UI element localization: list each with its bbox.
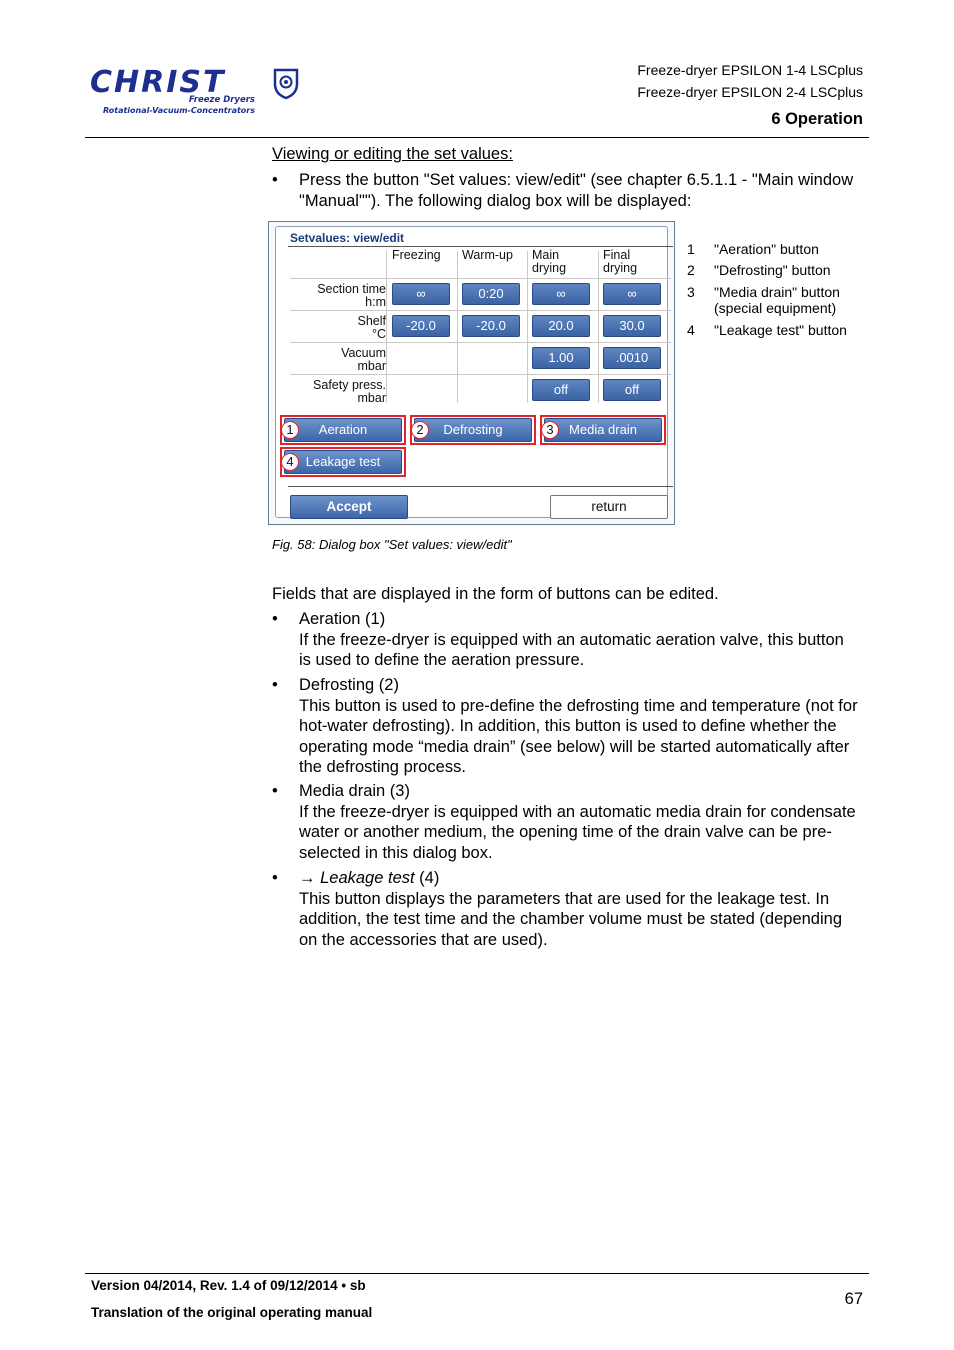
- grid-line: [598, 251, 599, 403]
- item-text: If the freeze-dryer is equipped with an automatic aeration valve, this button is used to define the aeration pressure.: [299, 630, 844, 669]
- footer-version: Version 04/2014, Rev. 1.4 of 09/12/2014 • sb: [91, 1278, 366, 1293]
- value-button[interactable]: -20.0: [462, 315, 520, 337]
- legend-text: "Leakage test" button: [714, 322, 847, 338]
- row-label-section-time: Section time h:m: [317, 282, 386, 309]
- legend-number: 3: [687, 284, 695, 300]
- header-model-1: Freeze-dryer EPSILON 1-4 LSCplus: [637, 62, 863, 78]
- item-title: → Leakage test (4): [299, 869, 440, 887]
- col-header-warmup: Warm-up: [462, 248, 513, 262]
- grid-line: [527, 251, 528, 403]
- col-header-final-drying: Final drying: [603, 248, 638, 275]
- logo-spiral-icon: [275, 70, 297, 98]
- item-title: Defrosting (2): [299, 676, 399, 694]
- item-text: This button displays the parameters that are used for the leakage test. In addition, the test time and the chamber volume must be stated (depending on the accessories that are used).: [299, 889, 842, 949]
- figure-caption: Fig. 58: Dialog box "Set values: view/edit": [272, 537, 512, 552]
- list-item-leakage-test: [299, 868, 859, 950]
- set-values-dialog: [268, 221, 675, 525]
- footer-divider: [85, 1273, 869, 1274]
- bullet-marker: •: [272, 171, 278, 189]
- list-item-aeration: [299, 609, 859, 671]
- legend-number: 2: [687, 262, 695, 278]
- header-divider: [85, 137, 869, 138]
- value-button[interactable]: ∞: [392, 283, 450, 305]
- intro-instruction: Press the button "Set values: view/edit" (see chapter 6.5.1.1 - "Main window "Manual""). The following dialog box will be displayed:: [299, 171, 854, 210]
- row-label-vacuum: Vacuum mbar: [341, 346, 386, 373]
- fields-intro: Fields that are displayed in the form of buttons can be edited.: [272, 585, 719, 603]
- section-subtitle: Viewing or editing the set values:: [272, 145, 513, 163]
- value-button[interactable]: 30.0: [603, 315, 661, 337]
- item-title: Aeration (1): [299, 610, 386, 628]
- grid-line: [290, 310, 671, 311]
- value-button[interactable]: off: [603, 379, 661, 401]
- value-button[interactable]: 1.00: [532, 347, 590, 369]
- legend-text: "Aeration" button: [714, 241, 819, 257]
- callout-number: 2: [411, 421, 429, 439]
- return-button[interactable]: return: [550, 495, 668, 519]
- row-label-safety-press: Safety press. mbar: [313, 378, 386, 405]
- value-button[interactable]: .0010: [603, 347, 661, 369]
- aeration-button[interactable]: Aeration: [284, 418, 402, 442]
- bullet-marker: •: [272, 782, 278, 800]
- grid-line: [290, 278, 671, 279]
- item-text: If the freeze-dryer is equipped with an automatic media drain for condensate water or another medium, the opening time of the drain valve can be pre-selected in this dialog box.: [299, 802, 856, 862]
- value-button[interactable]: 0:20: [462, 283, 520, 305]
- legend-number: 1: [687, 241, 695, 257]
- callout-number: 3: [541, 421, 559, 439]
- defrosting-button[interactable]: Defrosting: [414, 418, 532, 442]
- media-drain-button[interactable]: Media drain: [544, 418, 662, 442]
- value-button[interactable]: ∞: [532, 283, 590, 305]
- callout-number: 1: [281, 421, 299, 439]
- dialog-title: Setvalues: view/edit: [290, 231, 405, 245]
- value-button[interactable]: 20.0: [532, 315, 590, 337]
- bullet-marker: •: [272, 676, 278, 694]
- list-item-defrosting: [299, 675, 859, 778]
- value-button[interactable]: off: [532, 379, 590, 401]
- logo-wordmark: CHRIST: [90, 65, 226, 100]
- grid-line: [457, 251, 458, 403]
- grid-line: [290, 342, 671, 343]
- logo-tagline-1: Freeze Dryers: [188, 95, 255, 105]
- legend-text: "Media drain" button (special equipment): [714, 284, 840, 316]
- item-text: This button is used to pre-define the defrosting time and temperature (not for hot-water defrosting). In addition, this button is used to define whether the operating mode “media drain” (see below) will be started automatically after the defrosting process.: [299, 696, 858, 776]
- header-model-2: Freeze-dryer EPSILON 2-4 LSCplus: [637, 84, 863, 100]
- grid-line: [386, 251, 387, 403]
- col-header-main-drying: Main drying: [532, 248, 567, 275]
- item-title: Media drain (3): [299, 782, 410, 800]
- callout-number: 4: [281, 453, 299, 471]
- dialog-footer-divider: [288, 486, 673, 487]
- footer-translation-note: Translation of the original operating manual: [91, 1305, 373, 1320]
- dialog-title-divider: [288, 246, 673, 247]
- legend-text: "Defrosting" button: [714, 262, 831, 278]
- page-number: 67: [844, 1290, 863, 1308]
- leakage-test-button[interactable]: Leakage test: [284, 450, 402, 474]
- arrow-icon: →: [299, 869, 316, 887]
- christ-logo: [88, 62, 313, 118]
- bullet-marker: •: [272, 869, 278, 887]
- legend-number: 4: [687, 322, 695, 338]
- header-section-title: 6 Operation: [771, 110, 863, 128]
- row-label-shelf: Shelf °C: [357, 314, 386, 341]
- bullet-marker: •: [272, 610, 278, 628]
- christ-logo-graphic: [88, 62, 313, 118]
- accept-button[interactable]: Accept: [290, 495, 408, 519]
- logo-tagline-2: Rotational-Vacuum-Concentrators: [103, 106, 255, 115]
- value-button[interactable]: -20.0: [392, 315, 450, 337]
- col-header-freezing: Freezing: [392, 248, 441, 262]
- cross-reference-link: Leakage test: [320, 869, 415, 887]
- list-item-media-drain: [299, 781, 859, 863]
- dialog-panel: [275, 226, 668, 518]
- grid-line: [290, 374, 671, 375]
- value-button[interactable]: ∞: [603, 283, 661, 305]
